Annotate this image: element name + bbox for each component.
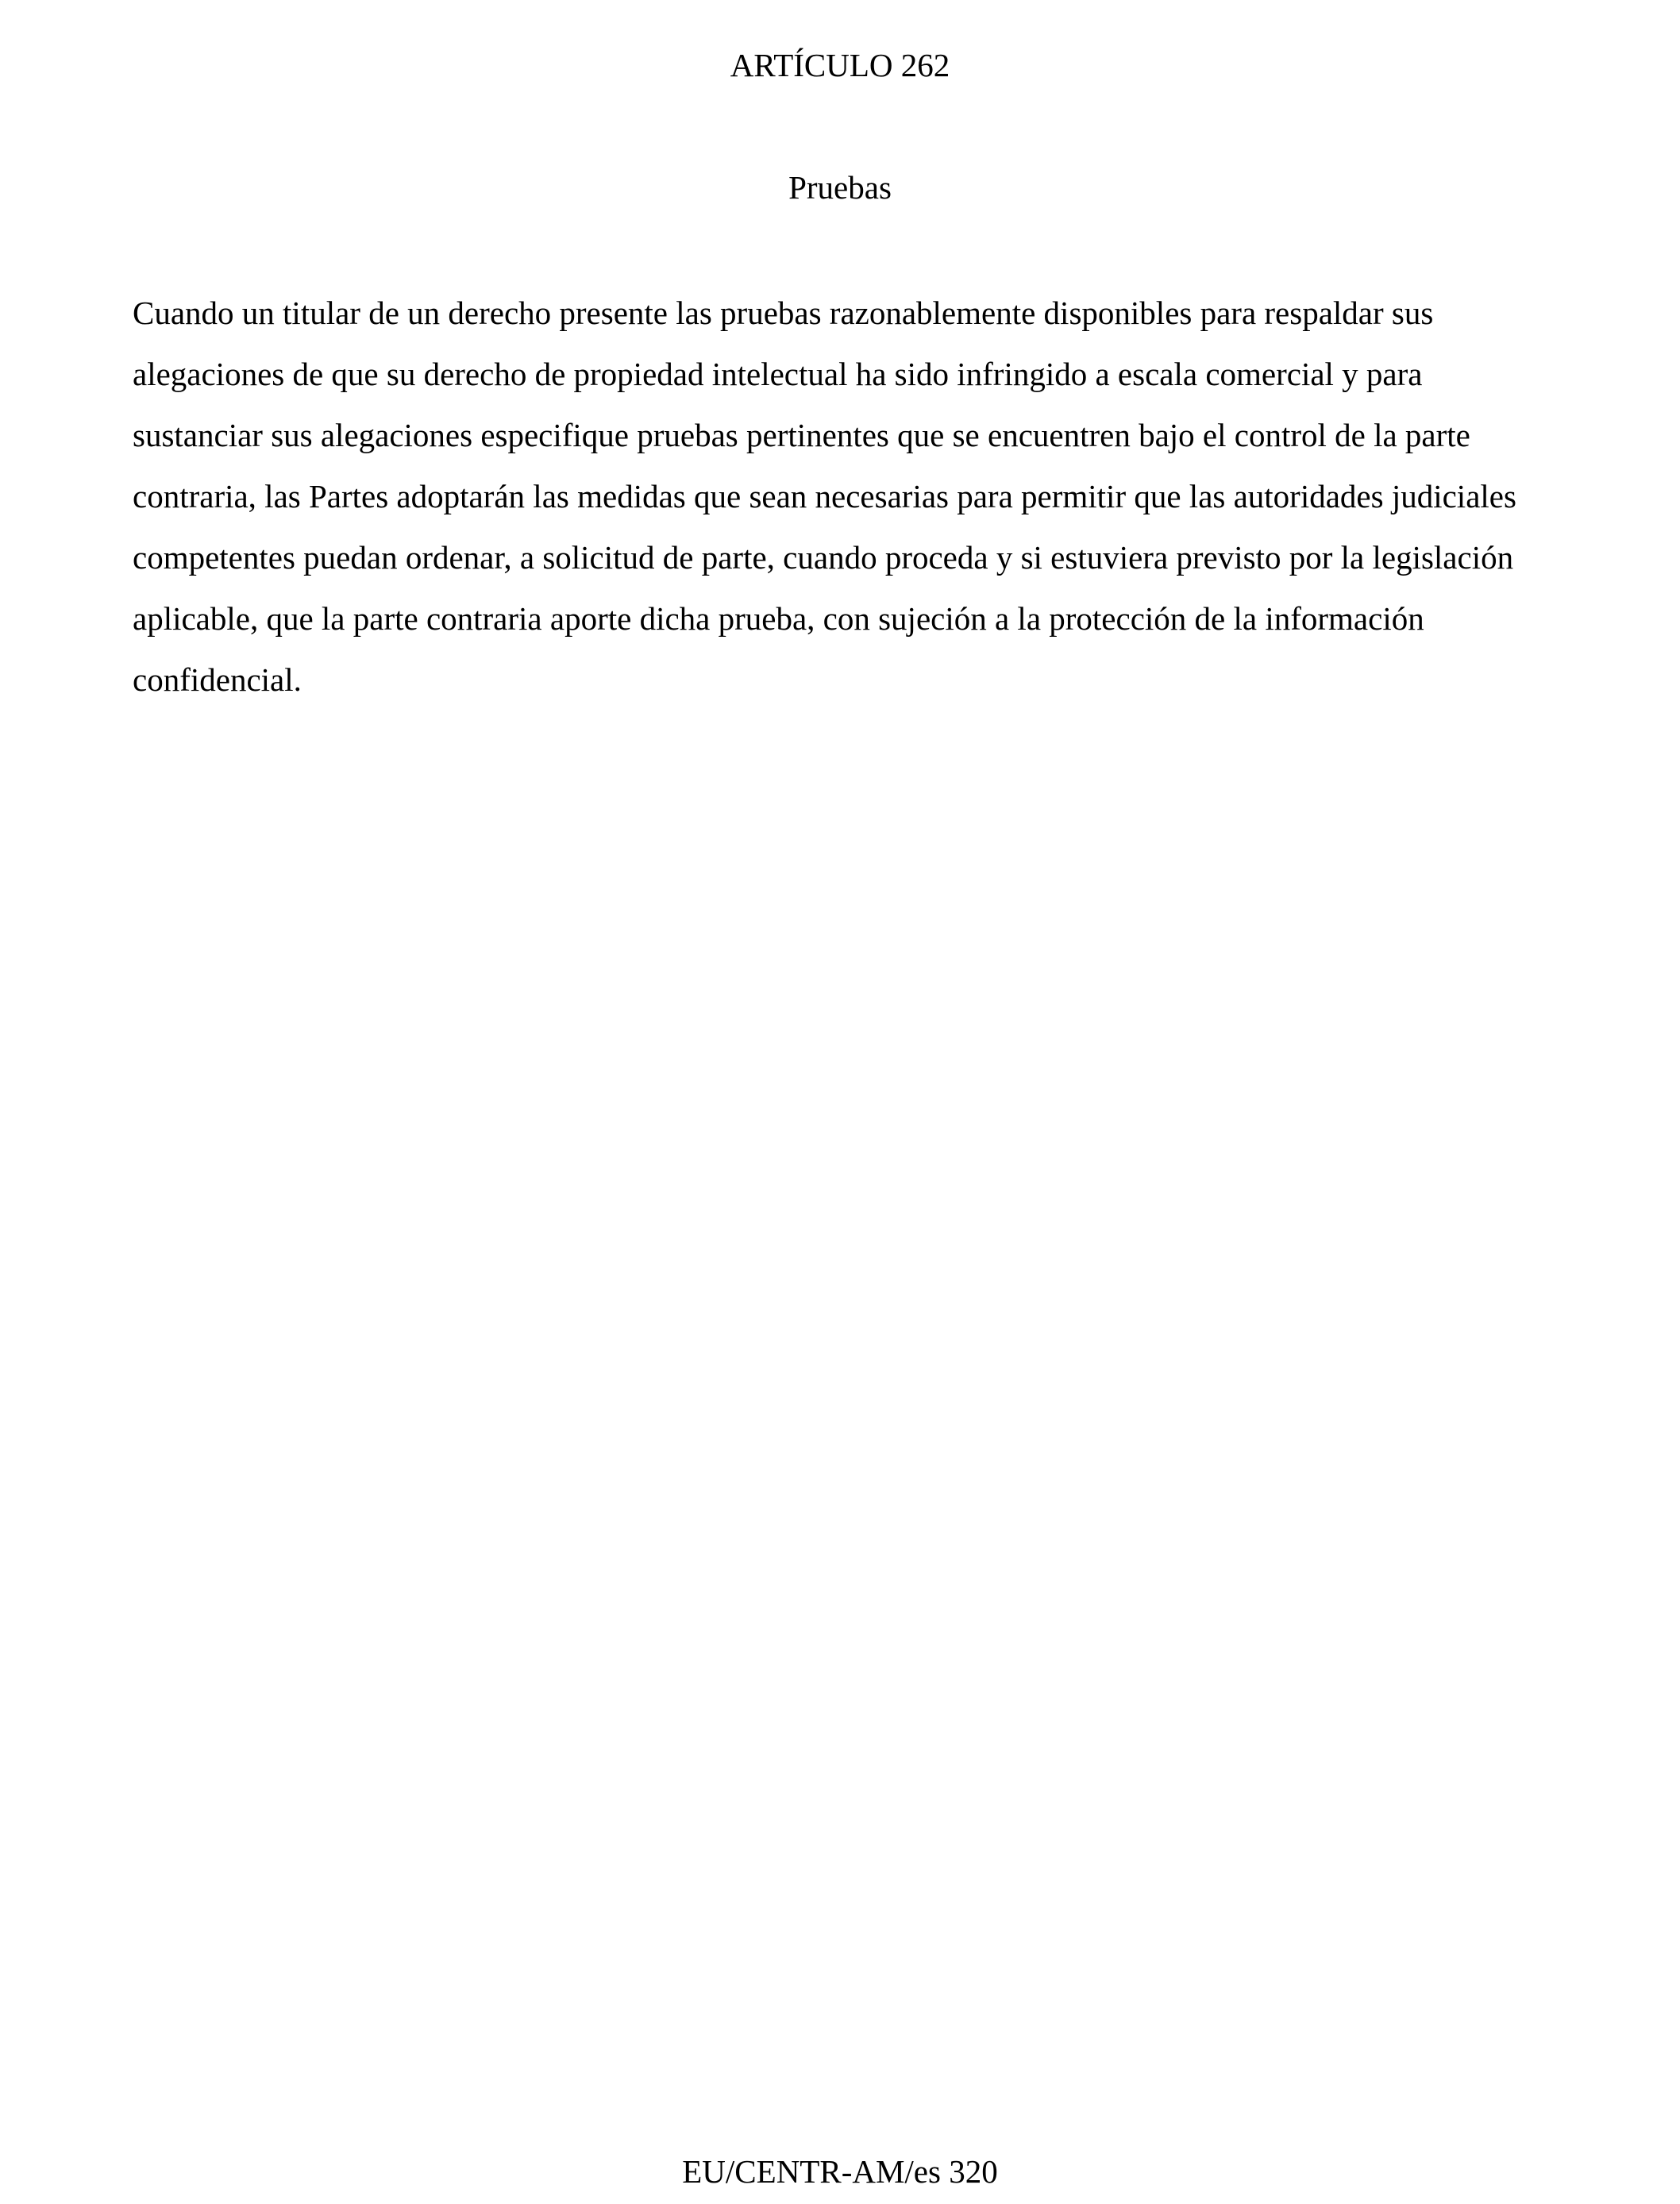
article-title: Pruebas	[788, 169, 892, 206]
article-paragraph: Cuando un titular de un derecho presente las pruebas razonablemente disponibles para respaldar sus alegaciones de que su derecho de propiedad intelectual ha sido infringido a escala comercial y para sustanciar sus alegaciones especifique pruebas pertinentes que se encuentren bajo el control de la parte contraria, las Partes adoptarán las medidas que sean necesarias para permitir que las autoridades judiciales competentes puedan ordenar, a solicitud de parte, cuando proceda y si estuviera previsto por la legislación aplicable, que la parte contraria aporte dicha prueba, con sujeción a la protección de la información confidencial.	[133, 295, 1516, 698]
article-heading: ARTÍCULO 262	[730, 47, 950, 83]
page-footer-reference: EU/CENTR-AM/es 320	[682, 2153, 998, 2190]
